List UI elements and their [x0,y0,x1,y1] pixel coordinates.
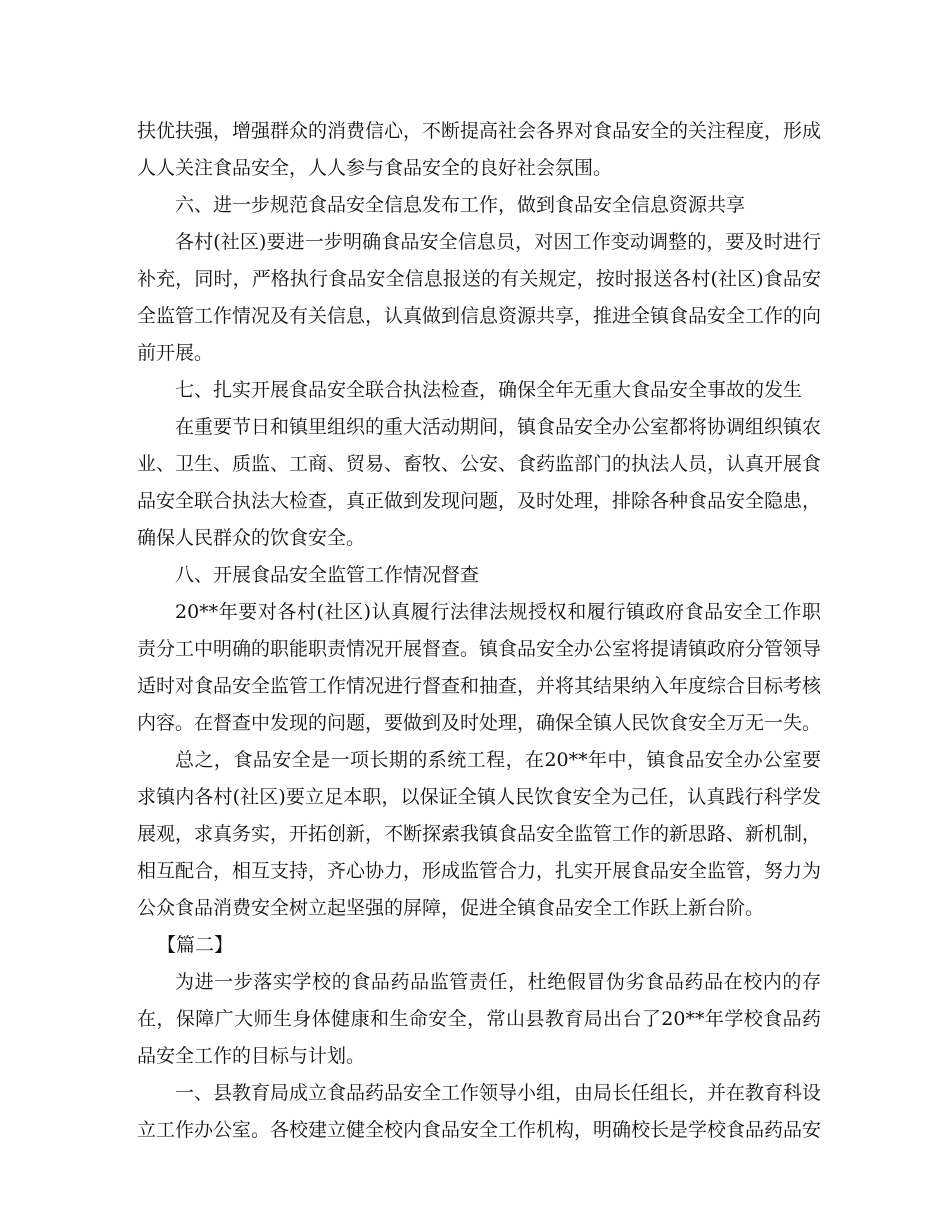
paragraph-school-item-1: 一、县教育局成立食品药品安全工作领导小组，由局长任组长，并在教育科设立工作办公室。各校建立健全校内食品安全工作机构，明确校长是学校食品药品安 [137,1082,822,1141]
paragraph-joint-inspection: 在重要节日和镇里组织的重大活动期间，镇食品安全办公室都将协调组织镇农业、卫生、质监、工商、贸易、畜牧、公安、食药监部门的执法人员，认真开展食品安全联合执法大检查，真正做到发现问题，及时处理，排除各种食品安全隐患，确保人民群众的饮食安全。 [137,416,822,549]
paragraph-info-sharing: 各村(社区)要进一步明确食品安全信息员，对因工作变动调整的，要及时进行补充，同时，严格执行食品安全信息报送的有关规定，按时报送各村(社区)食品安全监管工作情况及有关信息，认真做到信息资源共享，推进全镇食品安全工作的向前开展。 [137,231,822,364]
heading-section-8: 八、开展食品安全监管工作情况督查 [175,564,480,586]
paragraph-school-intro: 为进一步落实学校的食品药品监管责任，杜绝假冒伪劣食品药品在校内的存在，保障广大师生身体健康和生命安全，常山县教育局出台了20**年学校食品药品安全工作的目标与计划。 [137,971,821,1067]
paragraph-summary: 总之，食品安全是一项长期的系统工程，在20**年中，镇食品安全办公室要求镇内各村(社区)要立足本职，以保证全镇人民饮食安全为己任，认真践行科学发展观，求真务实，开拓创新，不断探索我镇食品安全监管工作的新思路、新机制，相互配合，相互支持，齐心协力，形成监管合力，扎实开展食品安全监管，努力为公众食品消费安全树立起坚强的屏障，促进全镇食品安全工作跃上新台阶。 [137,749,822,919]
section-marker-part-two: 【篇二】 [157,934,234,956]
heading-section-6: 六、进一步规范食品安全信息发布工作，做到食品安全信息资源共享 [175,194,746,216]
paragraph-continued: 扶优扶强，增强群众的消费信心，不断提高社会各界对食品安全的关注程度，形成人人关注食品安全，人人参与食品安全的良好社会氛围。 [137,120,822,179]
paragraph-supervision: 20**年要对各村(社区)认真履行法律法规授权和履行镇政府食品安全工作职责分工中明确的职能职责情况开展督查。镇食品安全办公室将提请镇政府分管领导适时对食品安全监管工作情况进行督查和抽查，并将其结果纳入年度综合目标考核内容。在督查中发现的问题，要做到及时处理，确保全镇人民饮食安全万无一失。 [137,601,822,734]
document-body [137,113,821,1149]
heading-section-7: 七、扎实开展食品安全联合执法检查，确保全年无重大食品安全事故的发生 [175,379,803,401]
